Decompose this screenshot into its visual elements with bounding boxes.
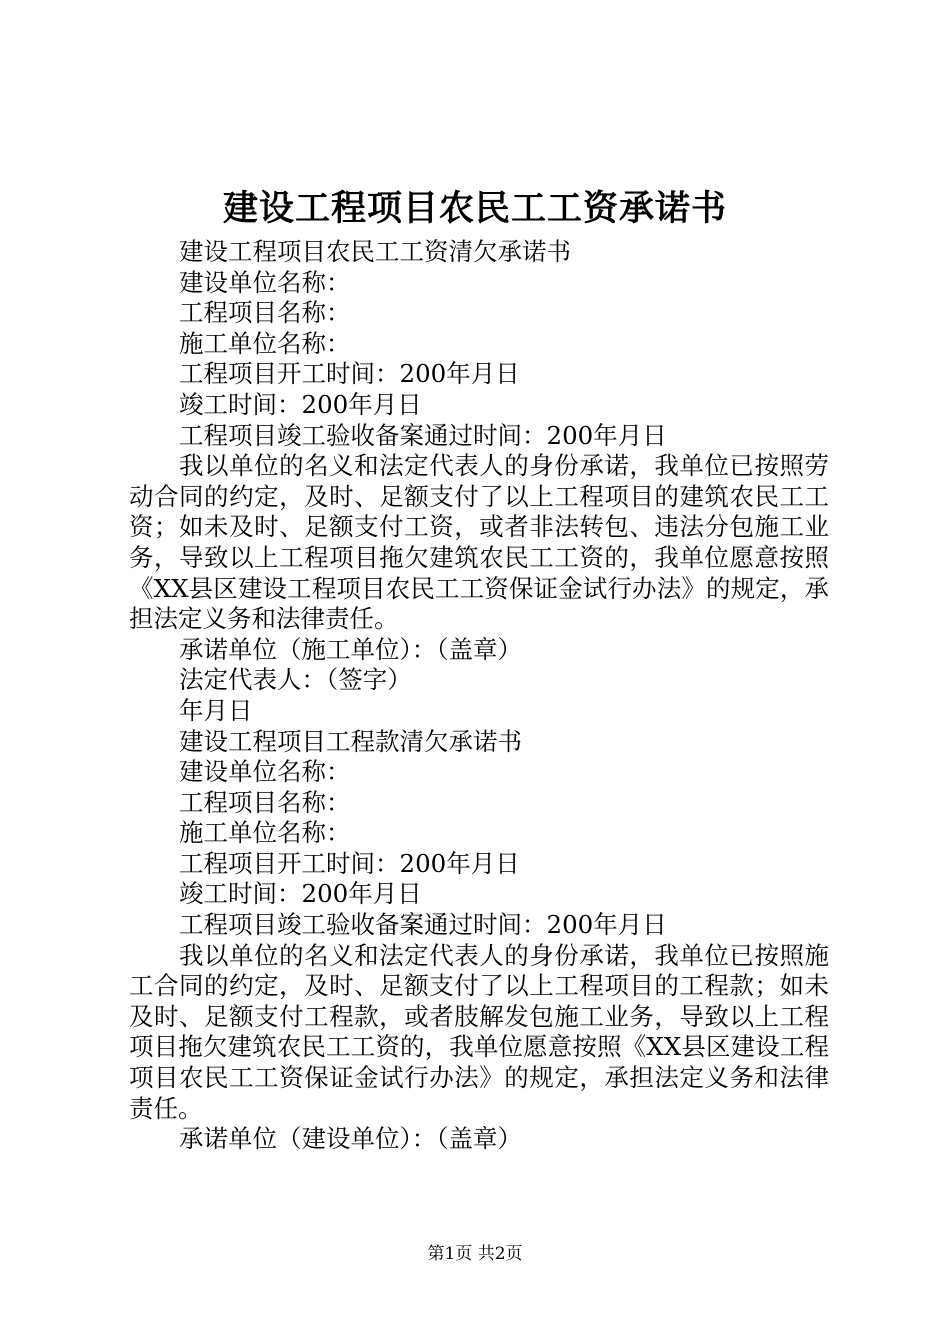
section1-heading: 建设工程项目农民工工资清欠承诺书 <box>179 237 571 266</box>
document-body <box>129 237 829 1155</box>
completion-date-field: 竣工时间：200年月日 <box>179 389 422 419</box>
pledger-signature-line: 承诺单位（施工单位）：（盖章） <box>179 634 522 664</box>
project-name-field: 工程项目名称： <box>179 787 351 817</box>
section2-pledge-paragraph: 我以单位的名义和法定代表人的身份承诺，我单位已按照施工合同的约定，及时、足额支付了以上工程项目的工程款；如未及时、足额支付工程款，或者肢解发包施工业务，导致以上工程项目拖欠建筑农民工工资的，我单位愿意按照《XX县区建设工程项目农民工工资保证金试行办法》的规定，承担法定义务和法律责任。 <box>129 940 829 1123</box>
completion-date-field: 竣工时间：200年月日 <box>179 879 422 909</box>
pledger-signature-line: 承诺单位（建设单位）：（盖章） <box>179 1124 522 1154</box>
page-footer: 第1页 共2页 <box>427 1244 523 1264</box>
acceptance-date-field: 工程项目竣工验收备案通过时间：200年月日 <box>179 910 667 940</box>
employer-name-field: 建设单位名称： <box>179 267 351 297</box>
page-title: 建设工程项目农民工工资承诺书 <box>222 188 727 229</box>
section1-pledge-paragraph: 我以单位的名义和法定代表人的身份承诺，我单位已按照劳动合同的约定，及时、足额支付了以上工程项目的建筑农民工工资；如未及时、足额支付工资，或者非法转包、违法分包施工业务，导致以上工程项目拖欠建筑农民工工资的，我单位愿意按照《XX县区建设工程项目农民工工资保证金试行办法》的规定，承担法定义务和法律责任。 <box>129 451 829 634</box>
date-line: 年月日 <box>179 695 253 725</box>
acceptance-date-field: 工程项目竣工验收备案通过时间：200年月日 <box>179 420 667 450</box>
section2-heading: 建设工程项目工程款清欠承诺书 <box>179 726 522 756</box>
project-name-field: 工程项目名称： <box>179 298 351 328</box>
start-date-field: 工程项目开工时间：200年月日 <box>179 848 520 878</box>
start-date-field: 工程项目开工时间：200年月日 <box>179 359 520 389</box>
contractor-name-field: 施工单位名称： <box>179 328 351 358</box>
employer-name-field: 建设单位名称： <box>179 757 351 787</box>
contractor-name-field: 施工单位名称： <box>179 818 351 848</box>
legal-representative-line: 法定代表人：（签字） <box>179 665 412 695</box>
